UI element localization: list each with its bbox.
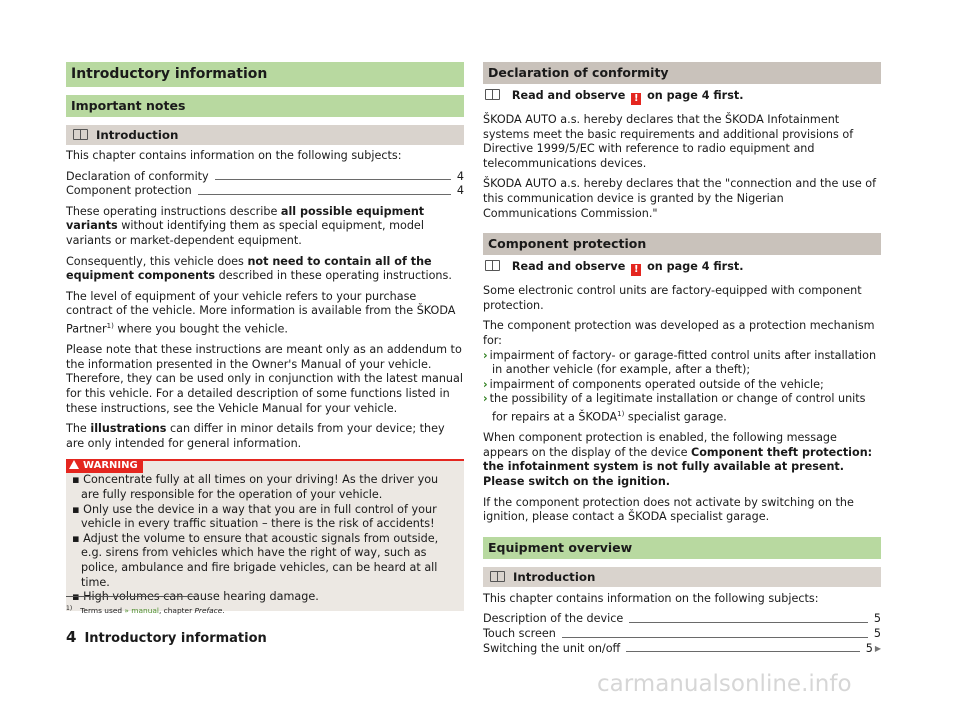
continue-arrow-icon: ▶ [874, 643, 881, 653]
footer-title: Introductory information [84, 631, 267, 646]
paragraph-equipment: Consequently, this vehicle does not need to contain all of the equipment components described in these operating instructions. [66, 254, 452, 283]
manual-link[interactable]: » manual [124, 606, 159, 615]
warning-icon [69, 460, 79, 469]
chapter-heading: Introductory information [66, 62, 464, 87]
toc-entry-declaration[interactable]: Declaration of conformity 4 [66, 169, 464, 183]
chevron-right-icon: › [483, 392, 488, 406]
declaration-paragraph-2: ŠKODA AUTO a.s. hereby declares that the "connection and the use of this communication device is granted by the Nigerian Communications Commission." [483, 177, 877, 220]
chevron-right-icon: › [483, 348, 488, 362]
toc-entry-description[interactable]: Description of the device 5 [483, 612, 881, 626]
warning-item: ▪ Only use the device in a way that you are in full control of your vehicle in every traffic situation – there is the risk of accidents! [72, 502, 437, 531]
toc-entry-component-protection[interactable]: Component protection 4 [66, 184, 464, 198]
chevron-right-icon: › [483, 377, 488, 391]
component-paragraph-1: Some electronic control units are factory-equipped with component protection. [483, 284, 862, 312]
footnote-divider [66, 596, 194, 597]
read-observe-note: Read and observe ! on page 4 first. [483, 260, 881, 276]
warning-item: ▪ Adjust the volume to ensure that acoustic signals from outside, e.g. sirens from vehicles which have the right of way, such as police, ambulance and fire brigade vehicles, can be heard at all time. [72, 531, 439, 589]
page-number: 4 [66, 628, 77, 646]
warning-ref-icon[interactable]: ! [631, 264, 641, 276]
section-heading-component-protection: Component protection [483, 233, 881, 255]
watermark: carmanualsonline.info [597, 671, 852, 697]
warning-box [66, 459, 464, 610]
page-footer [66, 628, 267, 646]
section-heading-equipment-overview: Equipment overview [483, 537, 881, 559]
footnote: $^{1)}$ Terms used » manual, chapter Preface. [66, 605, 225, 615]
paragraph-variants: These operating instructions describe all possible equipment variants without identifying them as special equipment, model variants or market-dependent equipment. [66, 204, 425, 247]
right-column [483, 62, 881, 656]
book-icon [490, 571, 505, 582]
subsection-heading-introduction: Introduction [483, 567, 881, 587]
list-item: › impairment of factory- or garage-fitted control units after installation in another vehicle (for example, after a theft); [483, 348, 877, 377]
subsection-heading-introduction: Introduction [66, 125, 464, 145]
paragraph-addendum: Please note that these instructions are meant only as an addendum to the information presented in the Owner's Manual of your vehicle. Therefore, they can be used only in conjunction with the latest manual for this vehicle. For a detailed description of some functions listed in these instructions, see the Vehicle Manual for your vehicle. [66, 343, 463, 415]
component-paragraph-3: When component protection is enabled, the following message appears on the display of the device Component theft protection: the infotainment system is not fully available at present. Please switch on the ignition. [483, 431, 873, 489]
paragraph-illustrations: The illustrations can differ in minor details from your device; they are only intended for general information. [66, 422, 445, 450]
warning-label: WARNING [66, 459, 143, 473]
toc-entry-touch-screen[interactable]: Touch screen 5 [483, 626, 881, 640]
read-observe-note: Read and observe ! on page 4 first. [483, 89, 881, 105]
left-column [66, 62, 464, 611]
section-heading-declaration: Declaration of conformity [483, 62, 881, 84]
section-heading-important-notes: Important notes [66, 95, 464, 117]
warning-item: ▪ Concentrate fully at all times on your driving! As the driver you are fully responsible for the operation of your vehicle. [72, 473, 439, 502]
equipment-intro-text: This chapter contains information on the following subjects: [483, 591, 819, 605]
warning-item: ▪ High volumes can cause hearing damage. [72, 590, 319, 604]
toc-entry-switching[interactable]: Switching the unit on/off 5 ▶ [483, 641, 881, 655]
list-item: › impairment of components operated outside of the vehicle; [483, 377, 824, 391]
list-item: › the possibility of a legitimate installation or change of control units for repairs at a ŠKODA$^{1)}$ specialist garage. [483, 392, 866, 424]
declaration-paragraph-1: ŠKODA AUTO a.s. hereby declares that the ŠKODA Infotainment systems meet the basic requirements and additional provisions of Directive 1999/5/EC with reference to radio equipment and telecommunications devices. [483, 113, 854, 170]
paragraph-level: The level of equipment of your vehicle refers to your purchase contract of the vehicle. More information is available from the ŠKODA Partner$^{1)}$ where you bought the vehicle. [66, 289, 456, 336]
book-icon [485, 89, 500, 100]
warning-ref-icon[interactable]: ! [631, 93, 641, 105]
component-paragraph-2: The component protection was developed as a protection mechanism for: [483, 319, 875, 347]
intro-text: This chapter contains information on the following subjects: [66, 149, 402, 162]
book-icon [485, 260, 500, 271]
book-icon [73, 129, 88, 140]
component-paragraph-4: If the component protection does not activate by switching on the ignition, please contact a ŠKODA specialist garage. [483, 495, 854, 524]
